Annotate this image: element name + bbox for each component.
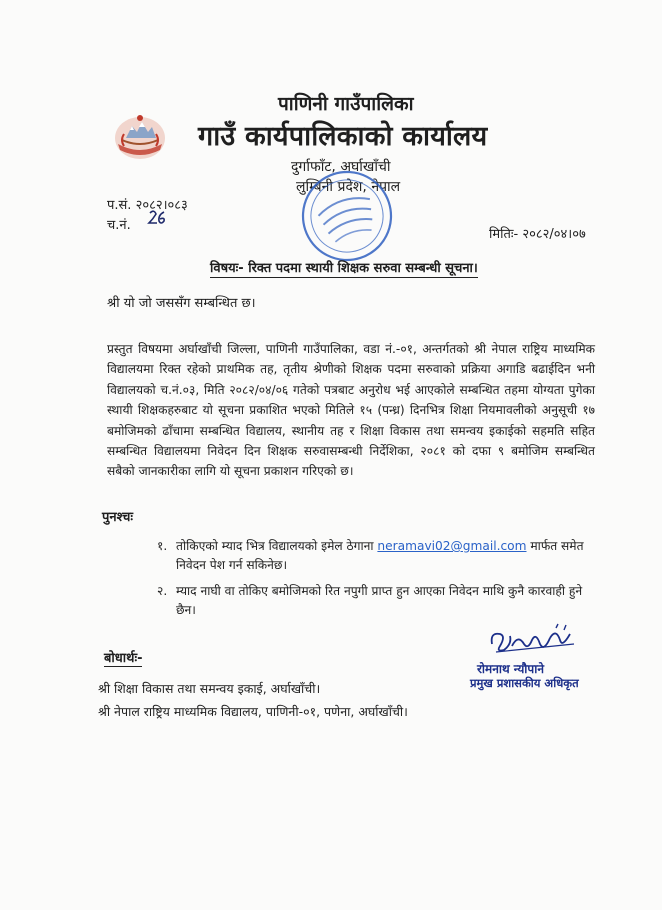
body-line: विद्यालयको च.नं.०३, मिति २०८२/०४/०६ गतेको पत्रबाट अनुरोध भई आएकोले सम्बन्धित तहमा योग्यता पुगेका xyxy=(107,382,595,397)
ps-item-text: तोकिएको म्याद भित्र विद्यालयको इमेल ठेगाना xyxy=(176,539,374,553)
cc-item: श्री शिक्षा विकास तथा समन्वय इकाई, अर्घाखाँची। xyxy=(98,681,321,696)
signature-icon xyxy=(486,622,578,662)
signatory-name: रोमनाथ न्यौपाने xyxy=(477,662,544,676)
cc-item: श्री नेपाल राष्ट्रिय माध्यमिक विद्यालय, पाणिनी-०१, पणेना, अर्घाखाँची। xyxy=(98,704,408,719)
office-name: गाउँ कार्यपालिकाको कार्यालय xyxy=(198,121,488,152)
body-line: प्रस्तुत विषयमा अर्घाखाँची जिल्ला, पाणिनी गाउँपालिका, वडा नं.-०१, अन्तर्गतको श्री नेपाल राष्ट्रिय माध्यमिक xyxy=(107,342,595,356)
ps-item-number: १. xyxy=(157,539,168,553)
body-line: विद्यालयमा रिक्त रहेको प्राथमिक तह, तृतीय श्रेणीको शिक्षक पदमा सरुवाको प्रक्रिया अगाडि बढाईदिन भनी xyxy=(107,362,595,377)
handwritten-number-icon xyxy=(147,209,167,227)
ps-item-1-line-2: निवेदन पेश गर्न सकिनेछ। xyxy=(176,558,288,572)
ps-heading: पुनश्चः xyxy=(102,510,134,525)
cc-heading: बोधार्थः- xyxy=(104,648,142,667)
body-line: सबैको जानकारीका लागि यो सूचना प्रकाशन गरिएको छ। xyxy=(107,464,354,479)
subject-line: विषयः- रिक्त पदमा स्थायी शिक्षक सरुवा सम्बन्धी सूचना। xyxy=(210,258,478,278)
signatory-title: प्रमुख प्रशासकीय अधिकृत xyxy=(470,676,579,690)
letter-date: मितिः- २०८२/०४।०७ xyxy=(489,227,586,242)
patra-sankhya: प.सं. २०८२।०८३ xyxy=(107,198,188,213)
address-line-2: लुम्बिनी प्रदेश, नेपाल xyxy=(296,179,401,195)
gov-name: पाणिनी गाउँपालिका xyxy=(278,93,414,115)
body-line: स्थायी शिक्षकहरुबाट यो सूचना प्रकाशित भएको मितिले १५ (पन्ध्र) दिनभित्र शिक्षा नियमावलीको अनुसूची १७ xyxy=(107,403,595,418)
office-stamp-icon xyxy=(298,167,396,265)
ps-item-2-line-1: म्याद नाघी वा तोकिए बमोजिमको रित नपुगी प्राप्त हुन आएका निवेदन माथि कुनै कारवाही हुने xyxy=(176,584,583,598)
chalani-label: च.नं. xyxy=(107,218,131,233)
ps-item-number: २. xyxy=(157,584,168,598)
ps-item-text: मार्फत समेत xyxy=(530,539,584,553)
body-line: सम्बन्धित विद्यालयमा निवेदन दिन शिक्षक सरुवासम्बन्धी निर्देशिका, २०८१ को दफा ९ बमोजिम सम्बन्धित xyxy=(107,444,595,459)
body-line: बमोजिमको ढाँचामा सम्बन्धित विद्यालय, स्थानीय तह र शिक्षा विकास तथा समन्वय इकाईको सहमति सहित xyxy=(107,423,595,438)
salutation: श्री यो जो जससँग सम्बन्धित छ। xyxy=(107,296,256,311)
school-email-link[interactable]: neramavi02@gmail.com xyxy=(377,539,527,553)
address-line-1: दुर्गाफाँट, अर्घाखाँची xyxy=(291,159,391,175)
ps-item-2-line-2: छैन। xyxy=(176,603,196,617)
nepal-emblem-icon xyxy=(112,110,168,162)
body-paragraph xyxy=(107,339,595,482)
ps-item-1-line-1 xyxy=(176,537,584,556)
